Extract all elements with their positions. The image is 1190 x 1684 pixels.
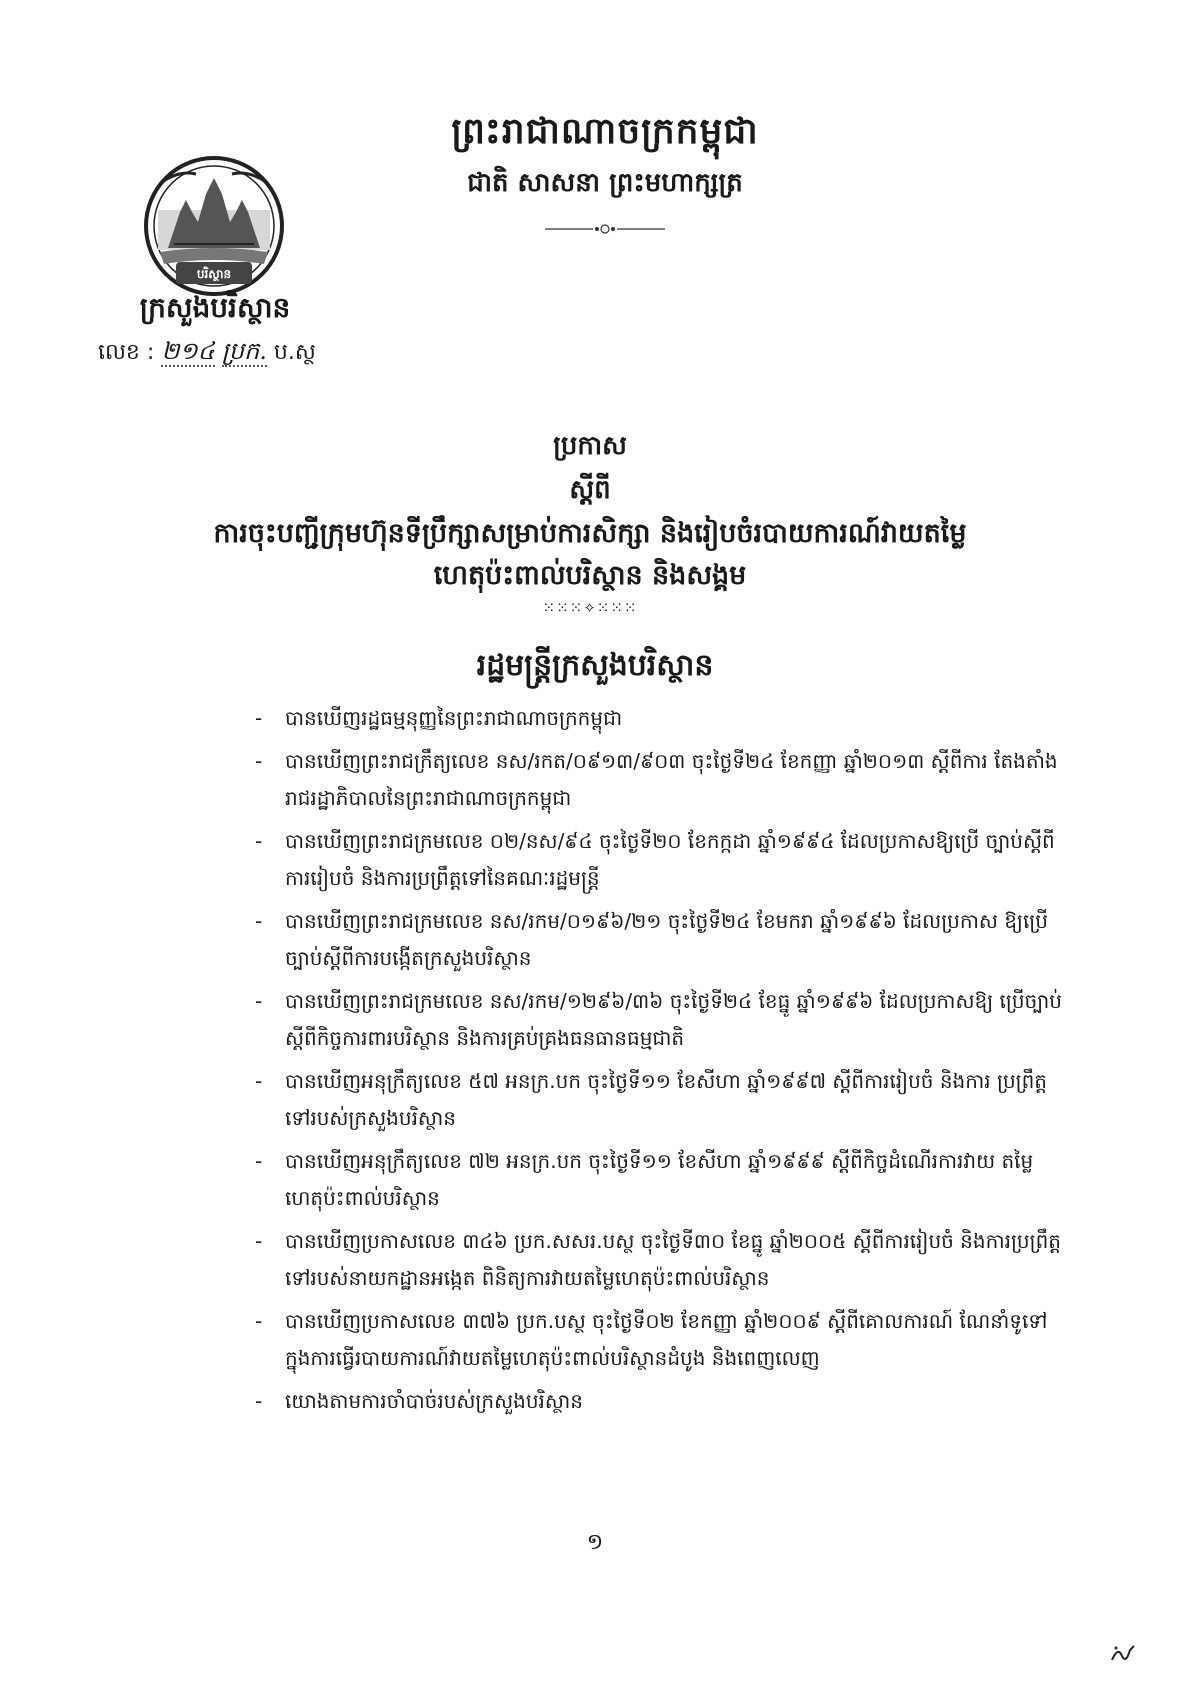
list-item: - បានឃើញអនុក្រឹត្យលេខ ៥៧ អនក្រ.បក ចុះថ្ងៃទី១១ ខែសីហា ឆ្នាំ១៩៩៧ ស្តីពីការរៀបចំ និងការ ប្រព្រឹត្តទៅរបស់ក្រសួងបរិស្ថាន	[255, 1069, 1048, 1130]
ornament-divider-icon	[545, 222, 665, 236]
list-item: - បានឃើញប្រកាសលេខ ៣៧៦ ប្រក.បស្ថ ចុះថ្ងៃទី០២ ខែកញ្ញា ឆ្នាំ២០០៩ ស្តីពីគោលការណ៍ ណែនាំទូទៅក្នុងការធ្វើរបាយការណ៍វាយតម្លៃហេតុប៉ះពាល់បរិស្ថានដំបូង និងពេញលេញ	[255, 1309, 1048, 1370]
list-item: - បានឃើញព្រះរាជក្រមលេខ នស/រកម/១២៩៦/៣៦ ចុះថ្ងៃទី២៤ ខែធ្នូ ឆ្នាំ១៩៩៦ ដែលប្រកាសឱ្យ ប្រើច្បាប់ស្តីពីកិច្ចការពារបរិស្ថាន និងការគ្រប់គ្រងធនធានធម្មជាតិ	[255, 989, 1062, 1050]
reference-number	[98, 336, 316, 371]
signer-title: រដ្ឋមន្ត្រីក្រសួងបរិស្ថាន	[476, 648, 714, 683]
title-about: ស្តីពី	[569, 475, 611, 505]
ministry-logo-icon	[140, 152, 288, 300]
list-item: - បានឃើញព្រះរាជក្រមលេខ ០២/នស/៩៤ ចុះថ្ងៃទី២០ ខែកក្កដា ឆ្នាំ១៩៩៤ ដែលប្រកាសឱ្យប្រើ ច្បាប់ស្តីពីការរៀបចំ និងការប្រព្រឹត្តទៅនៃគណៈរដ្ឋមន្ត្រី	[255, 829, 1055, 890]
national-motto: ជាតិ សាសនា ព្រះមហាក្សត្រ	[467, 168, 743, 198]
considerations-list	[255, 700, 1065, 1426]
title-divider: ⁙⁙⁙✧⁙⁙⁙	[542, 599, 638, 617]
title-block	[150, 424, 1030, 620]
title-line-1: ការចុះបញ្ជីក្រុមហ៊ុនទីប្រឹក្សាសម្រាប់ការសិក្សា និងរៀបចំរបាយការណ៍វាយតម្លៃ	[213, 518, 967, 549]
ref-suffix-handwritten: ប្រក.	[221, 337, 267, 365]
kingdom-title: ព្រះរាជាណាចក្រកម្ពុជា	[451, 111, 759, 152]
list-item: - បានឃើញប្រកាសលេខ ៣៤៦ ប្រក.សសរ.បស្ថ ចុះថ្ងៃទី៣០ ខែធ្នូ ឆ្នាំ២០០៥ ស្តីពីការរៀបចំ និងការប្រព្រឹត្តទៅរបស់នាយកដ្ឋានអង្កេត ពិនិត្យការវាយតម្លៃហេតុប៉ះពាល់បរិស្ថាន	[255, 1229, 1061, 1290]
list-item: - យោងតាមការចាំបាច់របស់ក្រសួងបរិស្ថាន	[255, 1389, 583, 1413]
list-item: - បានឃើញព្រះរាជក្រឹត្យលេខ នស/រកត/០៩១៣/៩០៣ ចុះថ្ងៃទី២៤ ខែកញ្ញា ឆ្នាំ២០១៣ ស្តីពីការ តែងតាំងរាជរដ្ឋាភិបាលនៃព្រះរាជាណាចក្រកម្ពុជា	[255, 749, 1058, 810]
list-item: - បានឃើញអនុក្រឹត្យលេខ ៧២ អនក្រ.បក ចុះថ្ងៃទី១១ ខែសីហា ឆ្នាំ១៩៩៩ ស្តីពីកិច្ចដំណើរការវាយ តម្លៃហេតុប៉ះពាល់បរិស្ថាន	[255, 1149, 1034, 1210]
document-type: ប្រកាស	[553, 431, 627, 461]
page-number: ១	[586, 1530, 604, 1555]
list-item: - បានឃើញរដ្ឋធម្មនុញ្ញនៃព្រះរាជាណាចក្រកម្ពុជា	[255, 706, 623, 730]
ref-suffix: ប.ស្ថ	[273, 340, 316, 365]
ref-label: លេខ :	[98, 340, 155, 365]
ref-number: ២១៤	[161, 337, 215, 365]
logo-text: បរិស្ថាន	[196, 267, 232, 281]
list-item: - បានឃើញព្រះរាជក្រមលេខ នស/រកម/០១៩៦/២១ ចុះថ្ងៃទី២៤ ខែមករា ឆ្នាំ១៩៩៦ ដែលប្រកាស ឱ្យប្រើច្បាប់ស្តីពីការបង្កើតក្រសួងបរិស្ថាន	[255, 909, 1048, 970]
handwritten-initial-icon	[1110, 1642, 1136, 1664]
title-line-2: ហេតុប៉ះពាល់បរិស្ថាន និងសង្គម	[433, 560, 747, 591]
ministry-name: ក្រសួងបរិស្ថាន	[139, 291, 291, 324]
